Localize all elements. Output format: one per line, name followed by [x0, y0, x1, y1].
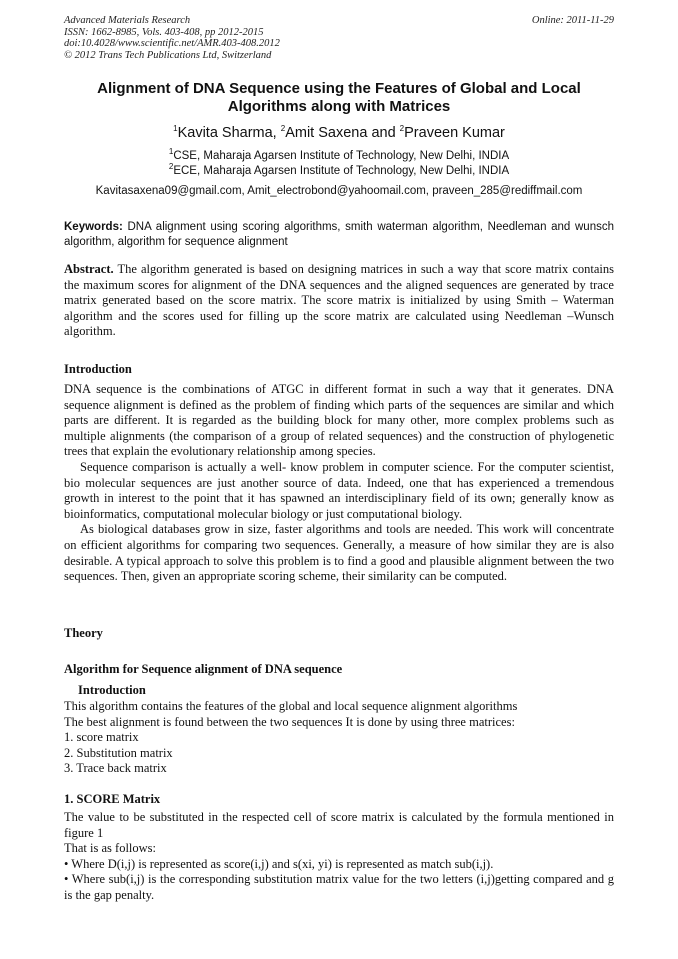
keywords-text: DNA alignment using scoring algorithms, smith waterman algorithm, Needleman and wunsch algorithm, algorithm for sequence alignment — [64, 221, 614, 248]
affiliation-2-superscript: 2 — [168, 162, 174, 172]
score-matrix-bullet-1: • Where D(i,j) is represented as score(i,j) and s(xi, yi) is represented as match sub(i,j). — [64, 856, 494, 871]
theory-heading: Theory — [64, 626, 103, 640]
issn-line: ISSN: 1662-8985, Vols. 403-408, pp 2012-2015 — [64, 26, 264, 38]
matrix-list-item-2: 2. Substitution matrix — [64, 745, 173, 760]
abstract-block — [64, 262, 614, 340]
journal-name: Advanced Materials Research — [64, 15, 191, 26]
affiliation-2 — [64, 164, 614, 178]
algorithm-subheading: Introduction — [78, 683, 146, 697]
matrix-list-item-1: 1. score matrix — [64, 730, 139, 745]
author-list — [64, 124, 614, 142]
introduction-body — [64, 382, 614, 585]
abstract-label: Abstract. — [64, 262, 114, 276]
author-2-superscript: 2 — [280, 124, 286, 134]
score-matrix-heading: 1. SCORE Matrix — [64, 792, 161, 806]
keywords-block — [64, 220, 614, 250]
algorithm-heading: Algorithm for Sequence alignment of DNA sequence — [64, 662, 343, 676]
paper-title: Alignment of DNA Sequence using the Features of Global and Local Algorithms along with Matrices — [97, 80, 581, 115]
algorithm-line-1: This algorithm contains the features of the global and local sequence alignment algorithms — [64, 699, 518, 713]
author-2: Amit Saxena and — [285, 125, 400, 141]
abstract-text: The algorithm generated is based on designing matrices in such a way that score matrix contains the maximum scores for alignment of the DNA sequences and the aligned sequences are generated by trace matrix generated based on the score matrix. The score matrix is initialized by using Smith – Waterman algorithm and the scores used for filling up the score matrix are calculated using Needleman –Wunsch algorithm. — [64, 262, 614, 339]
score-matrix-bullet-2: • Where sub(i,j) is the corresponding substitution matrix value for the two letters (i,j)getting compared and g is the gap penalty. — [64, 872, 614, 902]
intro-paragraph-3: As biological databases grow in size, faster algorithms and tools are needed. This work will concentrate on efficient algorithms for comparing two sequences. Generally, a measure of how similar they are is also desirable. A typical approach to solve this problem is to find a good and plausible alignment between the two sequences. Then, given an appropriate scoring scheme, their similarity can be computed. — [64, 522, 614, 584]
author-3-superscript: 2 — [399, 124, 405, 134]
algorithm-body — [64, 699, 614, 777]
affiliation-1 — [64, 149, 614, 163]
matrix-list-item-3: 3. Trace back matrix — [64, 761, 167, 776]
author-1: Kavita Sharma, — [177, 125, 281, 141]
intro-paragraph-2: Sequence comparison is actually a well- know problem in computer science. For the computer scientist, bio molecular sequences are just another source of data. Indeed, one that has experienced a tremendous growth in interest to the point that it has spawned an interdisciplinary field of its own; generally know as bioinformatics, computational molecular biology or just computational biology. — [64, 459, 614, 521]
author-emails: Kavitasaxena09@gmail.com, Amit_electrobond@yahoomail.com, praveen_285@rediffmail.com — [95, 185, 583, 197]
affiliation-1-superscript: 1 — [168, 147, 174, 157]
score-matrix-paragraph: The value to be substituted in the respected cell of score matrix is calculated by the formula mentioned in figure 1 — [64, 810, 614, 840]
author-3: Praveen Kumar — [404, 125, 505, 141]
algorithm-line-2: The best alignment is found between the two sequences It is done by using three matrices: — [64, 714, 515, 729]
journal-header — [64, 15, 614, 61]
score-matrix-follows: That is as follows: — [64, 841, 157, 856]
online-date: Online: 2011-11-29 — [531, 15, 614, 26]
affiliation-1-text: CSE, Maharaja Agarsen Institute of Technology, New Delhi, INDIA — [173, 150, 510, 162]
introduction-heading: Introduction — [64, 362, 132, 376]
doi-line: doi:10.4028/www.scientific.net/AMR.403-408.2012 — [64, 38, 280, 49]
score-matrix-body — [64, 810, 614, 904]
author-1-superscript: 1 — [173, 124, 178, 134]
keywords-label: Keywords: — [64, 221, 123, 233]
intro-paragraph-1: DNA sequence is the combinations of ATGC in different format in such a way that it generates. DNA sequence alignment is defined as the problem of finding which parts of the sequences are similar and which parts are different. It is regarded as the building block for many other, more complex problems such as multiple alignments (the comparison of a group of related sequences) and the construction of phylogenetic trees that explain the evolutionary relationship among species. — [64, 382, 614, 459]
copyright-line: © 2012 Trans Tech Publications Ltd, Switzerland — [64, 49, 272, 61]
affiliation-2-text: ECE, Maharaja Agarsen Institute of Technology, New Delhi, INDIA — [173, 165, 510, 177]
